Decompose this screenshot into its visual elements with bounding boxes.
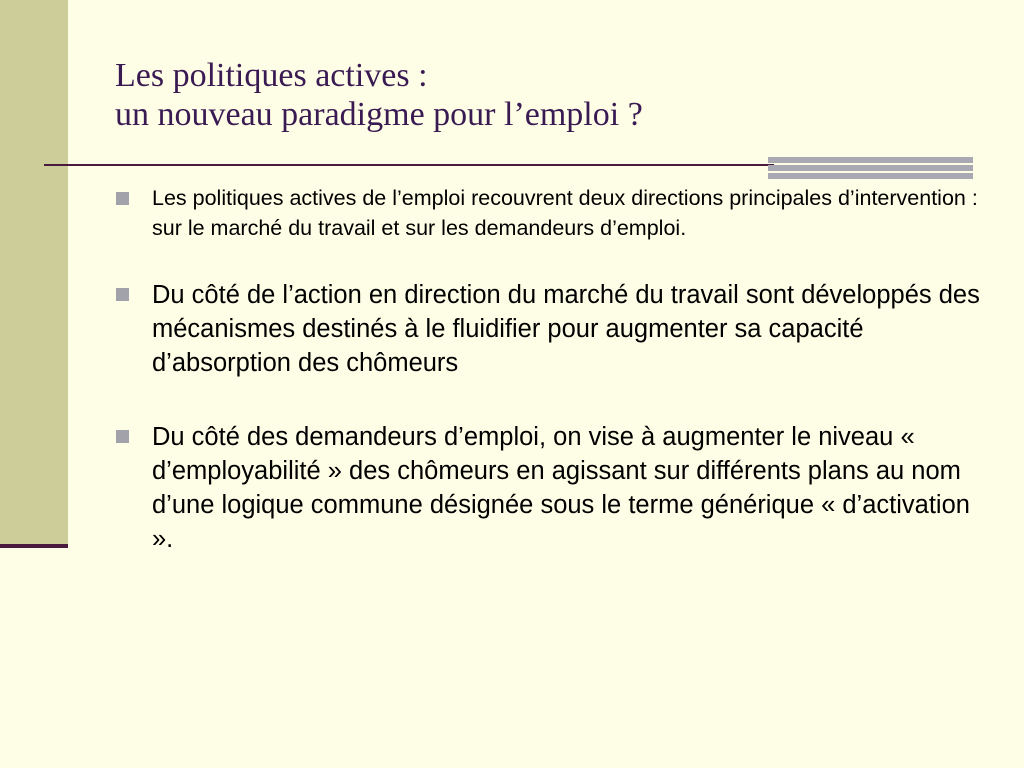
square-bullet-icon [116,430,129,443]
title-line-2: un nouveau paradigme pour l’emploi ? [115,96,643,133]
bullet-item [115,183,985,243]
bullet-text: Du côté des demandeurs d’emploi, on vise à augmenter le niveau « d’employabilité » des chômeurs en agissant sur différents plans au nom d’une logique commune désignée sous le terme générique « d’activation ». [152,423,970,553]
accent-bar [768,165,973,171]
slide-title [115,56,975,134]
square-bullet-icon [116,192,129,205]
side-underline [0,544,68,548]
bullet-item [115,420,985,556]
side-band [0,0,68,548]
bullet-item [115,278,985,380]
accent-bar [768,157,973,163]
bullet-text: Du côté de l’action en direction du marché du travail sont développés des mécanismes destinés à le fluidifier pour augmenter sa capacité d’absorption des chômeurs [152,281,980,377]
accent-bars [768,157,973,179]
title-rule [44,164,774,166]
bullet-list [115,183,985,556]
square-bullet-icon [116,288,129,301]
bullet-text: Les politiques actives de l’emploi recouvrent deux directions principales d’intervention : sur le marché du travail et sur les demandeurs d’emploi. [152,186,978,240]
accent-bar [768,173,973,179]
title-line-1: Les politiques actives : [115,57,428,94]
